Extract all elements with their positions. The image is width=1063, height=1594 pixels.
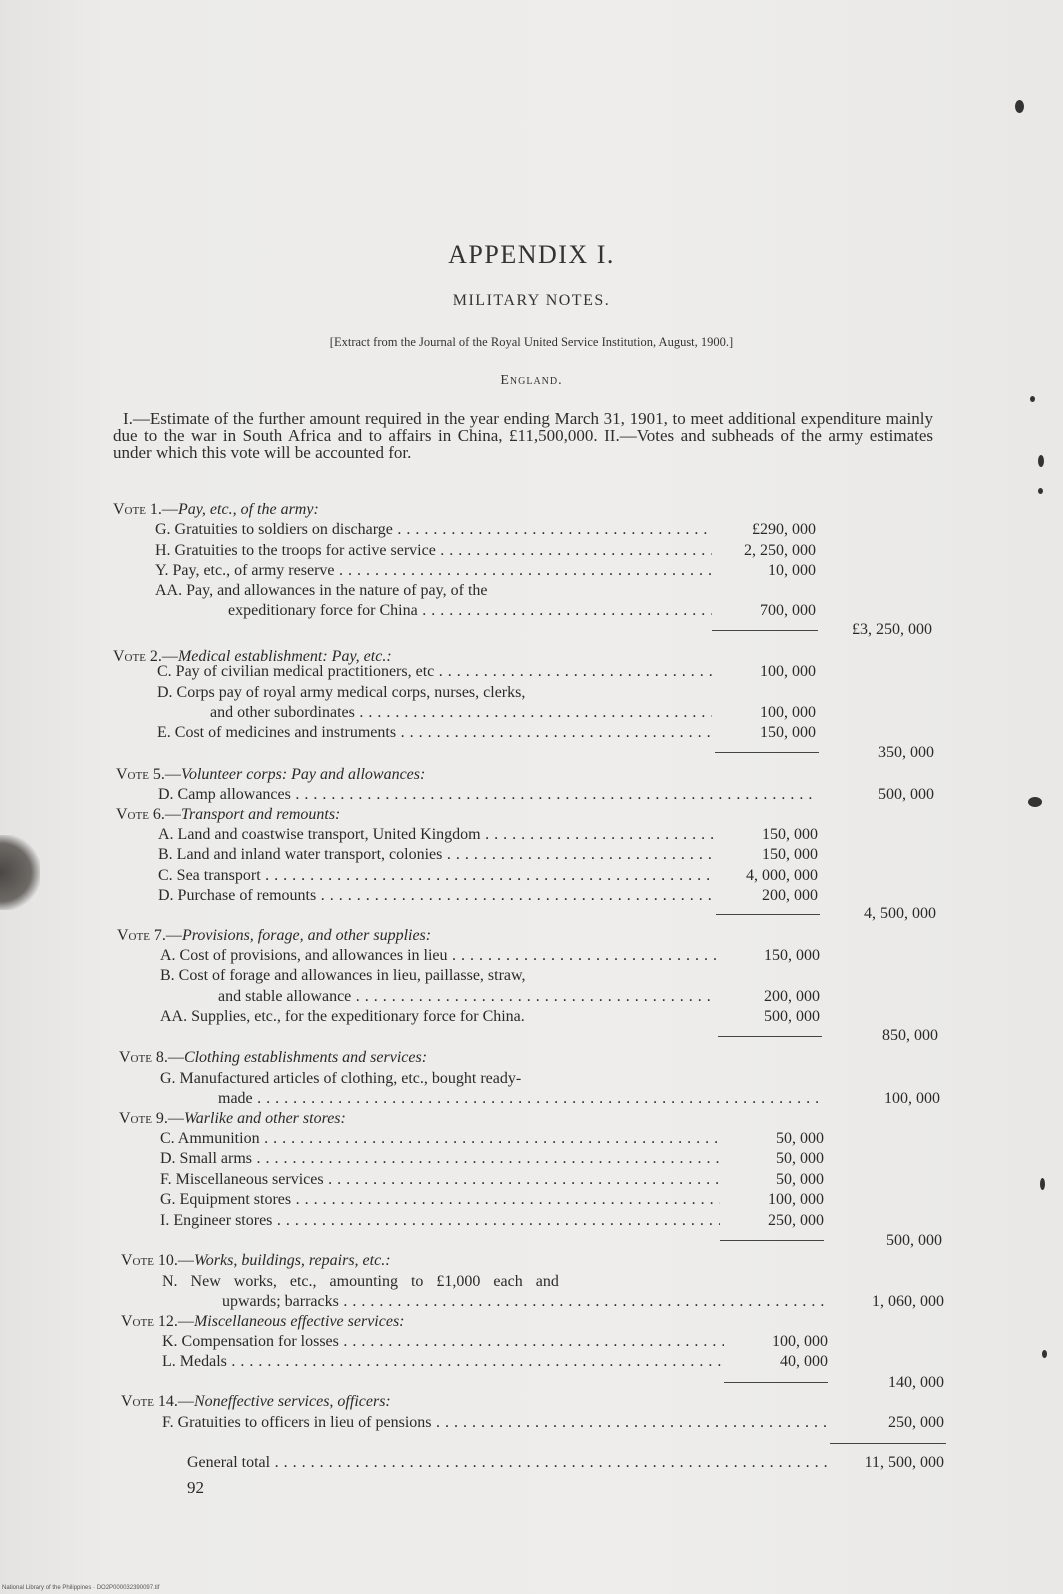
table-row: H. Gratuities to the troops for active service . . . 2, 250, 000: [0, 541, 1063, 561]
scan-footer: National Library of the Philippines · DO2P000032390097.tif: [2, 1585, 160, 1591]
vote-heading: Vote 2.—Medical establishment: Pay, etc.:: [113, 648, 392, 665]
country-heading: England.: [500, 373, 563, 388]
table-row: C. Pay of civilian medical practitioners, etc . . . 100, 000: [0, 662, 1063, 682]
table-row: E. Cost of medicines and instruments . . . 150, 000: [0, 723, 1063, 743]
table-row: D. Corps pay of royal army medical corps, nurses, clerks,: [157, 684, 526, 701]
table-row: made . . . 100, 000: [0, 1089, 1063, 1109]
intro-paragraph: I.—Estimate of the further amount required in the year ending March 31, 1901, to meet additional expenditure mainly due to the war in South Africa and to affairs in China, £11,500,000. II.—Votes and subheads of the army estimates under which this vote will be accounted for.: [113, 409, 933, 462]
table-row: B. Cost of forage and allowances in lieu, paillasse, straw,: [160, 967, 526, 984]
table-row: G. Equipment stores . . . 100, 000: [0, 1190, 1063, 1210]
table-row: B. Land and inland water transport, colonies . . . 150, 000: [0, 845, 1063, 865]
vote-heading: Vote 10.—Works, buildings, repairs, etc.:: [121, 1252, 391, 1269]
vote-heading: Vote 8.—Clothing establishments and services:: [119, 1049, 428, 1066]
table-row: Y. Pay, etc., of army reserve . . . 10, 000: [0, 561, 1063, 581]
table-row: F. Miscellaneous services . . . 50, 000: [0, 1170, 1063, 1190]
table-row: L. Medals . . . 40, 000: [0, 1352, 1063, 1372]
table-row: A. Cost of provisions, and allowances in lieu . . . 150, 000: [0, 946, 1063, 966]
grand-total-rule: [830, 1443, 946, 1444]
table-row: A. Land and coastwise transport, United Kingdom . . . 150, 000: [0, 825, 1063, 845]
vote-heading: Vote 12.—Miscellaneous effective services:: [121, 1313, 405, 1330]
table-row: D. Camp allowances . . . 500, 000: [0, 785, 1063, 805]
vote-total-row: 4, 500, 000: [864, 905, 936, 922]
vote-heading: Vote 14.—Noneffective services, officers:: [121, 1393, 391, 1410]
table-row: I. Engineer stores . . . 250, 000: [0, 1211, 1063, 1231]
vote-total-row: 850, 000: [882, 1027, 938, 1044]
table-row: C. Sea transport . . . 4, 000, 000: [0, 866, 1063, 886]
vote-heading: Vote 5.—Volunteer corps: Pay and allowances:: [116, 766, 426, 783]
table-row: K. Compensation for losses . . . 100, 000: [0, 1332, 1063, 1352]
table-row: D. Small arms . . . 50, 000: [0, 1149, 1063, 1169]
source-note: [Extract from the Journal of the Royal United Service Institution, August, 1900.]: [329, 335, 734, 349]
page-number: 92: [187, 1478, 204, 1497]
table-row: N. New works, etc., amounting to £1,000 each and: [162, 1273, 559, 1290]
page-subtitle: MILITARY NOTES.: [452, 292, 611, 309]
table-row: G. Manufactured articles of clothing, etc., bought ready-: [160, 1070, 522, 1087]
table-row: AA. Pay, and allowances in the nature of pay, of the: [155, 582, 488, 599]
vote-total-row: £3, 250, 000: [852, 621, 932, 638]
vote-total-row: 500, 000: [886, 1232, 942, 1249]
vote-total-row: 350, 000: [878, 744, 934, 761]
table-row: and stable allowance . . . 200, 000: [0, 987, 1063, 1007]
table-row: expeditionary force for China . . . 700, 000: [0, 601, 1063, 621]
table-row: D. Purchase of remounts . . . 200, 000: [0, 886, 1063, 906]
vote-heading: Vote 1.—Pay, etc., of the army:: [113, 501, 319, 518]
vote-heading: Vote 6.—Transport and remounts:: [116, 806, 341, 823]
vote-heading: Vote 9.—Warlike and other stores:: [119, 1110, 346, 1127]
page-title: APPENDIX I.: [448, 240, 615, 269]
table-row: F. Gratuities to officers in lieu of pensions . . . 250, 000: [0, 1413, 1063, 1433]
table-row: AA. Supplies, etc., for the expeditionary force for China. 500, 000: [160, 1008, 820, 1025]
table-row: upwards; barracks . . . 1, 060, 000: [0, 1292, 1063, 1312]
grand-total-row: General total . . . 11, 500, 000: [0, 1453, 1063, 1473]
vote-heading: Vote 7.—Provisions, forage, and other supplies:: [117, 927, 432, 944]
table-row: G. Gratuities to soldiers on discharge . . . £290, 000: [0, 520, 1063, 540]
table-row: and other subordinates . . . 100, 000: [0, 703, 1063, 723]
table-row: C. Ammunition . . . 50, 000: [0, 1129, 1063, 1149]
vote-total-row: 140, 000: [888, 1374, 944, 1391]
